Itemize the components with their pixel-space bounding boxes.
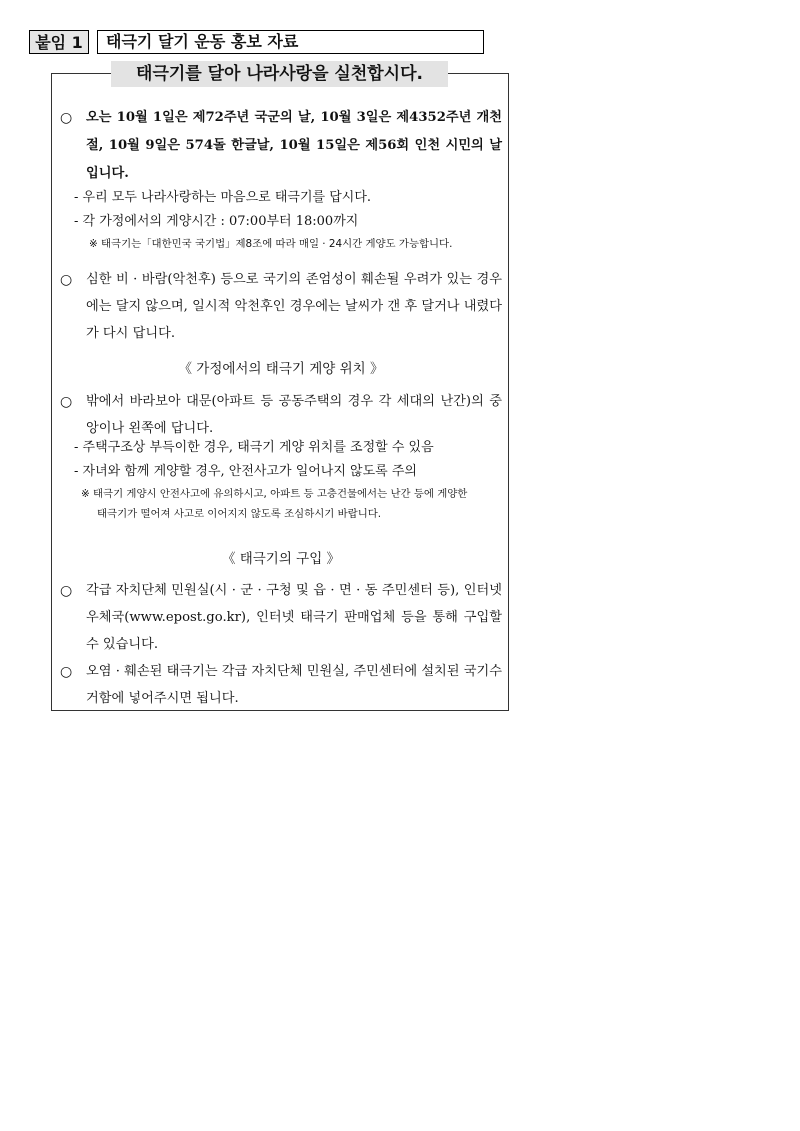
dash-item-adjust-position: - 주택구조상 부득이한 경우, 태극기 게양 위치를 조정할 수 있음 <box>74 440 434 455</box>
paragraph-disposal <box>60 658 502 712</box>
paragraph-position <box>60 388 502 442</box>
section-heading-position: 《 가정에서의 태극기 게양 위치 》 <box>178 361 384 377</box>
attachment-title: 태극기 달기 운동 홍보 자료 <box>97 30 484 54</box>
paragraph-national-days-text: 오는 10월 1일은 제72주년 국군의 날, 10월 3일은 제4352주년 개천절, 10월 9일은 574돌 한글날, 10월 15일은 제56회 인천 시민의 날입니다. <box>86 110 502 181</box>
bullet-circle: ○ <box>60 394 73 410</box>
dash-item-hang-flag: - 우리 모두 나라사랑하는 마음으로 태극기를 답시다. <box>74 190 372 205</box>
bullet-circle: ○ <box>60 272 73 288</box>
paragraph-purchase <box>60 577 502 658</box>
bullet-circle: ○ <box>60 664 73 680</box>
attachment-label: 붙임 1 <box>29 30 89 54</box>
bullet-circle: ○ <box>60 110 73 126</box>
bullet-circle: ○ <box>60 583 73 599</box>
paragraph-bad-weather-text: 심한 비 · 바람(악천후) 등으로 국기의 존엄성이 훼손될 우려가 있는 경우에는 달지 않으며, 일시적 악천후인 경우에는 날씨가 갠 후 달거나 내렸다가 다시 답니다. <box>86 272 502 341</box>
section-heading-purchase: 《 태극기의 구입 》 <box>221 551 341 567</box>
paragraph-national-days <box>60 104 502 188</box>
dash-item-hanging-hours: - 각 가정에서의 게양시간 : 07:00부터 18:00까지 <box>74 214 359 229</box>
box-header: 태극기를 달아 나라사랑을 실천합시다. <box>111 61 448 87</box>
note-safety-line1: ※ 태극기 게양시 안전사고에 유의하시고, 아파트 등 고층건물에서는 난간 등에 게양한 <box>81 488 468 500</box>
paragraph-bad-weather <box>60 266 502 347</box>
dash-item-child-safety: - 자녀와 함께 게양할 경우, 안전사고가 일어나지 않도록 주의 <box>74 464 417 479</box>
note-safety-line2: 태극기가 떨어져 사고로 이어지지 않도록 조심하시기 바랍니다. <box>97 508 382 520</box>
paragraph-disposal-text: 오염 · 훼손된 태극기는 각급 자치단체 민원실, 주민센터에 설치된 국기수거함에 넣어주시면 됩니다. <box>86 664 502 706</box>
note-flag-law: ※ 태극기는「대한민국 국기법」제8조에 따라 매일 · 24시간 게양도 가능합니다. <box>89 238 453 250</box>
paragraph-purchase-text: 각급 자치단체 민원실(시 · 군 · 구청 및 읍 · 면 · 동 주민센터 등), 인터넷우체국(www.epost.go.kr), 인터넷 태극기 판매업체 등을 통해 구입할 수 있습니다. <box>86 583 502 652</box>
paragraph-position-text: 밖에서 바라보아 대문(아파트 등 공동주택의 경우 각 세대의 난간)의 중앙이나 왼쪽에 답니다. <box>86 394 502 436</box>
